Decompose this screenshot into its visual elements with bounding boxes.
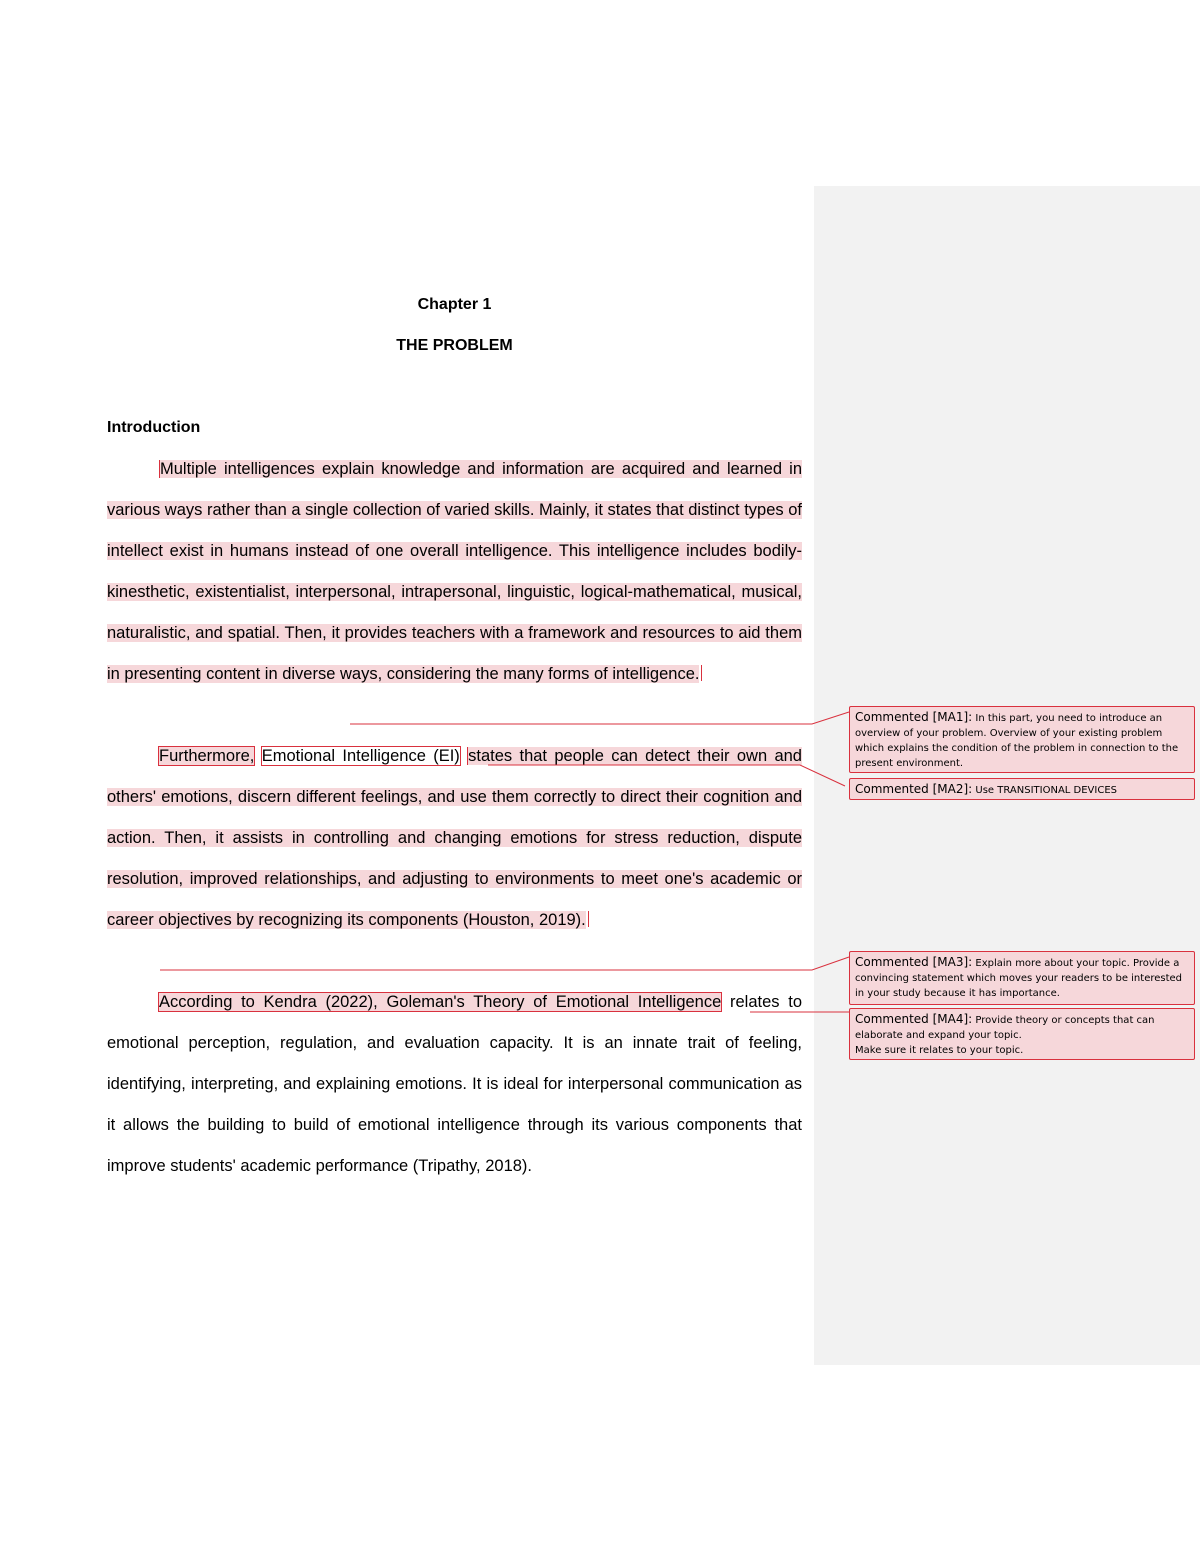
commented-text-ma4[interactable]: According to Kendra (2022), Goleman's Theory of Emotional Intelligence (159, 993, 722, 1011)
paragraph-3[interactable] (107, 982, 802, 1187)
chapter-number: Chapter 1 (417, 296, 492, 313)
comment-text: Use TRANSITIONAL DEVICES (975, 785, 1117, 796)
comment-anchor-ma3 (586, 911, 589, 927)
comment-label: Commented [MA4]: (855, 1012, 973, 1026)
comment-label: Commented [MA2]: (855, 782, 973, 796)
commented-text-ma2[interactable]: Furthermore, (159, 747, 255, 765)
comment-label: Commented [MA3]: (855, 955, 973, 969)
comment-text-line2: Make sure it relates to your topic. (855, 1045, 1024, 1056)
emotional-intelligence-term[interactable]: Emotional Intelligence (EI) (261, 747, 460, 765)
comment-ma2[interactable] (849, 778, 1195, 800)
section-heading: Introduction (107, 419, 201, 436)
comment-ma1[interactable] (849, 706, 1195, 773)
comment-anchor-ma1 (699, 665, 702, 681)
comment-ma4[interactable] (849, 1008, 1195, 1060)
comment-pane (814, 186, 1200, 1365)
comment-ma3[interactable] (849, 951, 1195, 1005)
paragraph-3-continuation: relates to emotional perception, regulation, and evaluation capacity. It is an innate trait of feeling, identifying, interpreting, and explaining emotions. It is ideal for interpersonal communication as it allows the building to build of emotional intelligence through its various components that improve students' academic performance (Tripathy, 2018). (107, 993, 802, 1175)
connector-ma1 (350, 712, 849, 724)
chapter-title: THE PROBLEM (396, 337, 513, 354)
paragraph-1[interactable] (107, 449, 802, 695)
commented-text-ma3[interactable]: states that people can detect their own and others' emotions, discern different feelings, and use them correctly to direct their cognition and action. Then, it assists in controlling and changing emotions for stress reduction, dispute resolution, improved relationships, and adjusting to environments to meet one's academic or career objectives by recognizing its components (Houston, 2019). (107, 747, 802, 929)
comment-label: Commented [MA1]: (855, 710, 973, 724)
comment-text: Provide theory or concepts that can elaborate and expand your topic. (855, 1015, 1155, 1041)
connector-ma3 (160, 957, 849, 970)
paragraph-2[interactable] (107, 736, 802, 941)
comment-text: In this part, you need to introduce an overview of your problem. Overview of your existing problem which explains the condition of the problem in connection to the present environment. (855, 713, 1179, 769)
commented-text-ma1[interactable]: Multiple intelligences explain knowledge and information are acquired and learned in various ways rather than a single collection of varied skills. Mainly, it states that distinct types of intellect exist in humans instead of one overall intelligence. This intelligence includes bodily-kinesthetic, existentialist, interpersonal, intrapersonal, linguistic, logical-mathematical, musical, naturalistic, and spatial. Then, it provides teachers with a framework and resources to aid them in presenting content in diverse ways, considering the many forms of intelligence. (107, 460, 802, 683)
comment-text: Explain more about your topic. Provide a convincing statement which moves your readers to be interested in your study because it has importance. (855, 958, 1183, 999)
